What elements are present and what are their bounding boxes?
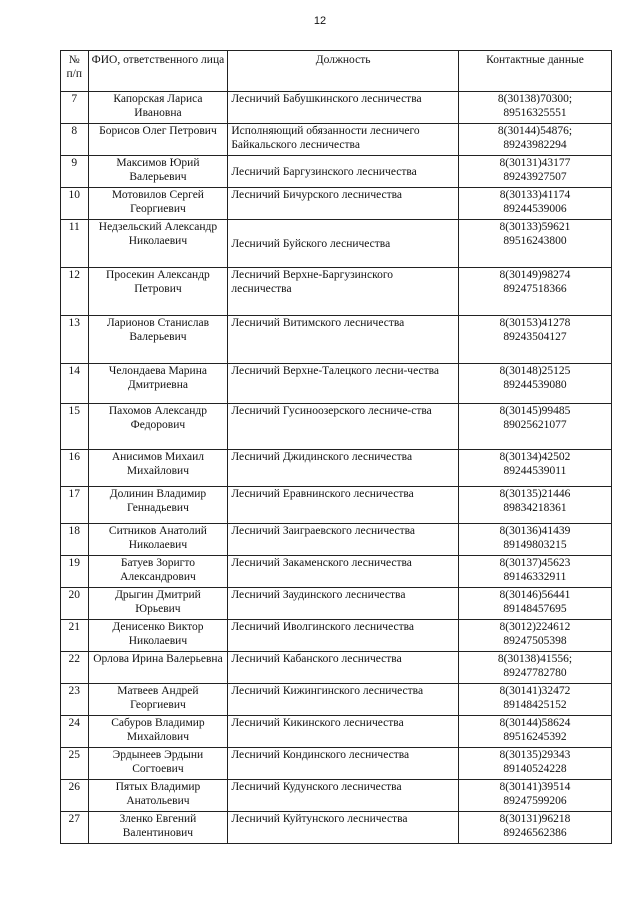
person-name: Дрыгин Дмитрий Юрьевич <box>88 588 228 620</box>
mobile-number: 89247599206 <box>503 795 567 807</box>
person-name: Пятых Владимир Анатольевич <box>88 780 228 812</box>
position-text: Лесничий Витимского лесничества <box>228 316 459 364</box>
row-number: 8 <box>61 124 89 156</box>
person-name: Недзельский Александр Николаевич <box>88 220 228 268</box>
position-text: Лесничий Джидинского лесничества <box>228 450 459 487</box>
contact-cell <box>458 92 611 124</box>
row-number: 27 <box>61 812 89 844</box>
table-row <box>61 716 612 748</box>
phone-number: 8(3012)224612 <box>499 621 571 633</box>
phone-number: 8(30148)25125 <box>499 365 571 377</box>
row-number: 9 <box>61 156 89 188</box>
phone-number: 8(30133)59621 <box>499 221 571 233</box>
row-number: 19 <box>61 556 89 588</box>
row-number: 21 <box>61 620 89 652</box>
person-name: Ситников Анатолий Николаевич <box>88 524 228 556</box>
person-name: Матвеев Андрей Георгиевич <box>88 684 228 716</box>
table-row <box>61 220 612 268</box>
header-num: № п/п <box>61 51 89 92</box>
person-name: Челондаева Марина Дмитриевна <box>88 364 228 404</box>
table-row <box>61 780 612 812</box>
contact-cell <box>458 812 611 844</box>
mobile-number: 89516325551 <box>503 107 567 119</box>
mobile-number: 89834218361 <box>503 502 567 514</box>
mobile-number: 89247518366 <box>503 283 567 295</box>
mobile-number: 89516243800 <box>503 235 567 247</box>
contact-cell <box>458 652 611 684</box>
contact-cell <box>458 780 611 812</box>
position-text: Лесничий Закаменского лесничества <box>228 556 459 588</box>
phone-number: 8(30136)41439 <box>499 525 571 537</box>
mobile-number: 89247782780 <box>503 667 567 679</box>
table-row <box>61 124 612 156</box>
position-text: Лесничий Верхне-Талецкого лесни-чества <box>228 364 459 404</box>
table-row <box>61 684 612 716</box>
table-row <box>61 404 612 450</box>
table-row <box>61 450 612 487</box>
contact-cell <box>458 620 611 652</box>
person-name: Капорская Лариса Ивановна <box>88 92 228 124</box>
row-number: 12 <box>61 268 89 316</box>
contact-cell <box>458 716 611 748</box>
phone-number: 8(30138)70300; <box>497 93 573 105</box>
contact-cell <box>458 524 611 556</box>
position-text: Лесничий Заиграевского лесничества <box>228 524 459 556</box>
contact-cell <box>458 364 611 404</box>
row-number: 24 <box>61 716 89 748</box>
contact-cell <box>458 748 611 780</box>
phone-number: 8(30135)29343 <box>499 749 571 761</box>
person-name: Просекин Александр Петрович <box>88 268 228 316</box>
person-name: Орлова Ирина Валерьевна <box>88 652 228 684</box>
position-text: Лесничий Кикинского лесничества <box>228 716 459 748</box>
mobile-number: 89243504127 <box>503 331 567 343</box>
phone-number: 8(30144)54876; <box>497 125 573 137</box>
position-text: Лесничий Бабушкинского лесничества <box>228 92 459 124</box>
position-text: Исполняющий обязанности лесничего Байкальского лесничества <box>228 124 459 156</box>
person-name: Денисенко Виктор Николаевич <box>88 620 228 652</box>
contact-cell <box>458 220 611 268</box>
position-text: Лесничий Заудинского лесничества <box>228 588 459 620</box>
phone-number: 8(30131)96218 <box>499 813 571 825</box>
header-contacts: Контактные данные <box>458 51 611 92</box>
table-row <box>61 487 612 524</box>
position-text: Лесничий Кудунского лесничества <box>228 780 459 812</box>
contact-cell <box>458 268 611 316</box>
phone-number: 8(30134)42502 <box>499 451 571 463</box>
person-name: Максимов Юрий Валерьевич <box>88 156 228 188</box>
table-row <box>61 652 612 684</box>
contact-cell <box>458 188 611 220</box>
position-text: Лесничий Кабанского лесничества <box>228 652 459 684</box>
row-number: 7 <box>61 92 89 124</box>
person-name: Ларионов Станислав Валерьевич <box>88 316 228 364</box>
person-name: Эрдынеев Эрдыни Согтоевич <box>88 748 228 780</box>
row-number: 26 <box>61 780 89 812</box>
mobile-number: 89140524228 <box>503 763 567 775</box>
row-number: 20 <box>61 588 89 620</box>
contact-cell <box>458 487 611 524</box>
person-name: Долинин Владимир Геннадьевич <box>88 487 228 524</box>
phone-number: 8(30141)39514 <box>499 781 571 793</box>
contact-cell <box>458 316 611 364</box>
person-name: Пахомов Александр Федорович <box>88 404 228 450</box>
position-text: Лесничий Кондинского лесничества <box>228 748 459 780</box>
mobile-number: 89244539011 <box>503 465 567 477</box>
row-number: 14 <box>61 364 89 404</box>
table-row <box>61 556 612 588</box>
mobile-number: 89148457695 <box>503 603 567 615</box>
mobile-number: 89243927507 <box>503 171 567 183</box>
mobile-number: 89516245392 <box>503 731 567 743</box>
row-number: 22 <box>61 652 89 684</box>
table-row <box>61 748 612 780</box>
person-name: Сабуров Владимир Михайлович <box>88 716 228 748</box>
table-row <box>61 524 612 556</box>
contact-cell <box>458 404 611 450</box>
table-row <box>61 268 612 316</box>
row-number: 11 <box>61 220 89 268</box>
mobile-number: 89244539006 <box>503 203 567 215</box>
row-number: 15 <box>61 404 89 450</box>
row-number: 25 <box>61 748 89 780</box>
person-name: Зленко Евгений Валентинович <box>88 812 228 844</box>
mobile-number: 89146332911 <box>503 571 567 583</box>
table-row <box>61 620 612 652</box>
mobile-number: 89247505398 <box>503 635 567 647</box>
mobile-number: 89243982294 <box>503 139 567 151</box>
position-text: Лесничий Буйского лесничества <box>228 220 459 268</box>
phone-number: 8(30141)32472 <box>499 685 571 697</box>
person-name: Анисимов Михаил Михайлович <box>88 450 228 487</box>
phone-number: 8(30144)58624 <box>499 717 571 729</box>
page-number: 12 <box>313 15 327 27</box>
phone-number: 8(30153)41278 <box>499 317 571 329</box>
mobile-number: 89244539080 <box>503 379 567 391</box>
row-number: 17 <box>61 487 89 524</box>
table-row <box>61 364 612 404</box>
person-name: Борисов Олег Петрович <box>88 124 228 156</box>
phone-number: 8(30138)41556; <box>497 653 573 665</box>
table-row <box>61 188 612 220</box>
row-number: 13 <box>61 316 89 364</box>
contacts-table <box>60 50 612 844</box>
phone-number: 8(30135)21446 <box>499 488 571 500</box>
position-text: Лесничий Иволгинского лесничества <box>228 620 459 652</box>
person-name: Батуев Зоригто Александрович <box>88 556 228 588</box>
row-number: 16 <box>61 450 89 487</box>
mobile-number: 89025621077 <box>503 419 567 431</box>
row-number: 10 <box>61 188 89 220</box>
table-row <box>61 156 612 188</box>
table-row <box>61 812 612 844</box>
person-name: Мотовилов Сергей Георгиевич <box>88 188 228 220</box>
table-row <box>61 92 612 124</box>
phone-number: 8(30133)41174 <box>499 189 571 201</box>
row-number: 18 <box>61 524 89 556</box>
position-text: Лесничий Гусиноозерского лесниче-ства <box>228 404 459 450</box>
table-row <box>61 588 612 620</box>
phone-number: 8(30146)56441 <box>499 589 571 601</box>
contact-cell <box>458 556 611 588</box>
header-position: Должность <box>228 51 459 92</box>
contact-cell <box>458 684 611 716</box>
header-name: ФИО, ответственного лица <box>88 51 228 92</box>
phone-number: 8(30149)98274 <box>499 269 571 281</box>
position-text: Лесничий Верхне-Баргузинского лесничества <box>228 268 459 316</box>
mobile-number: 89148425152 <box>503 699 567 711</box>
phone-number: 8(30131)43177 <box>499 157 571 169</box>
table-header-row <box>61 51 612 92</box>
position-text: Лесничий Куйтунского лесничества <box>228 812 459 844</box>
position-text: Лесничий Кижингинского лесничества <box>228 684 459 716</box>
contact-cell <box>458 450 611 487</box>
mobile-number: 89246562386 <box>503 827 567 839</box>
contact-cell <box>458 156 611 188</box>
table-row <box>61 316 612 364</box>
phone-number: 8(30145)99485 <box>499 405 571 417</box>
contact-cell <box>458 588 611 620</box>
row-number: 23 <box>61 684 89 716</box>
mobile-number: 89149803215 <box>503 539 567 551</box>
position-text: Лесничий Баргузинского лесничества <box>228 156 459 188</box>
table-body <box>61 92 612 844</box>
phone-number: 8(30137)45623 <box>499 557 571 569</box>
position-text: Лесничий Бичурского лесничества <box>228 188 459 220</box>
position-text: Лесничий Еравнинского лесничества <box>228 487 459 524</box>
contact-cell <box>458 124 611 156</box>
